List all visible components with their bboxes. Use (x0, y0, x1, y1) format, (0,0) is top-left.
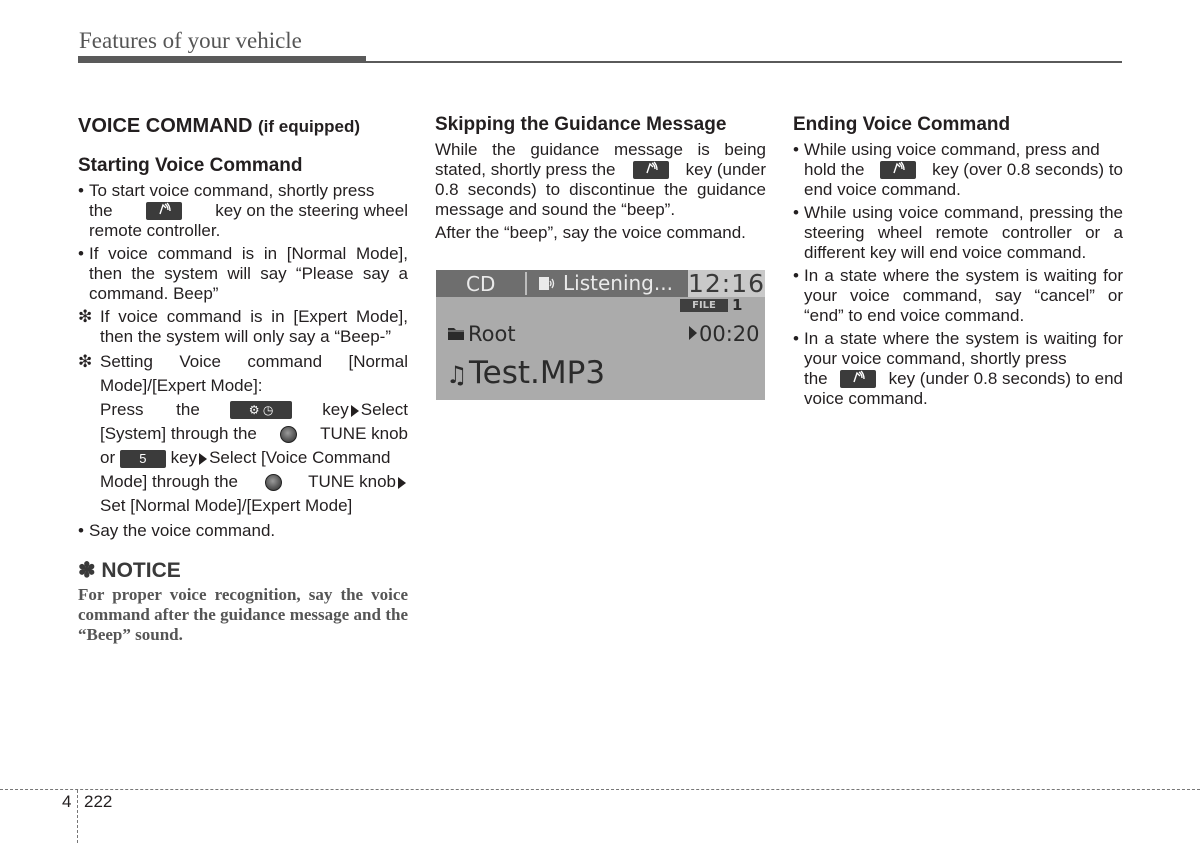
header-rule-thick (78, 56, 366, 63)
file-badge: FILE (680, 299, 728, 312)
screen-play-time: 00:20 (699, 322, 760, 346)
asterisk-expert-text: If voice command is in [Expert Mode], then the system will only say a “Beep-” (100, 307, 408, 346)
skipping-text-b-pre: stated, shortly press the (435, 160, 616, 179)
end-hold-text-c: end voice command. (804, 180, 961, 199)
tune-knob-icon (265, 474, 282, 491)
bullet-start-text-c: remote controller. (89, 221, 221, 240)
footer-dashed-line (0, 789, 1200, 790)
voice-key-icon (633, 161, 669, 179)
listening-icon (539, 275, 555, 292)
skipping-text-b-post: key (under (685, 160, 766, 179)
column-2 (435, 114, 766, 246)
skipping-text-c: 0.8 seconds) to discontinue the guidance message and sound the “beep”. (435, 180, 766, 219)
skipping-heading: Skipping the Guidance Message (435, 114, 727, 135)
setting-line7: Set [Normal Mode]/[Expert Mode] (100, 496, 353, 515)
screen-clock: 12:16 (688, 270, 765, 298)
end-short-post: key (under 0.8 seconds) to end (888, 369, 1123, 388)
end-hold-pre: hold the (804, 160, 865, 179)
bullet-say-text: Say the voice command. (89, 521, 276, 540)
setting-tune-2-wrap (308, 470, 408, 494)
page-section-number: 4 (62, 792, 72, 811)
bullet-end-cancel (793, 266, 1123, 326)
arrow-right-icon (199, 453, 207, 465)
voice-key-icon (146, 202, 182, 220)
end-cancel-text: In a state where the system is waiting for your voice command, say “cancel” or “end” to end voice command. (804, 266, 1123, 325)
setting-line6 (100, 470, 408, 494)
setting-line1: Setting Voice command [Normal (100, 352, 408, 371)
setting-tune: TUNE knob (320, 424, 408, 443)
footer-dashed-divider (77, 790, 78, 843)
bullet-marker: • (78, 244, 84, 263)
bullet-say (78, 521, 408, 541)
setting-system: [System] through the (100, 424, 257, 443)
setting-select-word: Select (360, 400, 408, 419)
setting-key-word-2: key (170, 448, 198, 467)
setting-key-word: key (322, 400, 349, 419)
starting-voice-heading: Starting Voice Command (78, 155, 303, 176)
arrow-right-icon (351, 405, 359, 417)
screen-song-title: Test.MP3 (469, 355, 606, 391)
voice-key-icon (880, 161, 916, 179)
setting-select-2: Select [Voice Command (209, 448, 391, 467)
bullet-marker: • (793, 266, 799, 285)
tune-knob-icon (280, 426, 297, 443)
bullet-start-the: the (89, 201, 113, 220)
setting-line2: Mode]/[Expert Mode]: (100, 376, 263, 395)
ending-heading: Ending Voice Command (793, 114, 1011, 135)
setting-mode-through: Mode] through the (100, 472, 238, 491)
bullet-normal-mode (78, 244, 408, 304)
setting-press: Press the (100, 400, 200, 419)
bullet-normal-text: If voice command is in [Normal Mode], then the system will say “Please say a command. Beep” (89, 244, 408, 303)
setting-line4 (100, 422, 408, 446)
setting-key-select (322, 398, 408, 422)
screen-divider (525, 272, 527, 295)
bullet-marker: • (78, 181, 84, 200)
bullet-start-key-text: key on the steering wheel (215, 201, 408, 220)
column-1 (78, 114, 408, 645)
bullet-start (78, 181, 408, 241)
notice-title: ✽ NOTICE (78, 559, 181, 582)
bullet-start-line2 (89, 201, 408, 221)
bullet-start-line1 (89, 181, 408, 201)
end-hold-line2 (804, 160, 1123, 180)
asterisk-icon: ❇ (78, 352, 93, 371)
key-5-icon: 5 (120, 450, 166, 468)
end-short-line (804, 369, 1123, 389)
setup-clock-key-icon: ⚙ ◷ (230, 401, 292, 419)
end-hold-text-a: While using voice command, press and (804, 140, 1100, 159)
audio-display-screen (436, 270, 765, 400)
skipping-paragraph (435, 140, 766, 220)
bullet-end-short (793, 329, 1123, 409)
asterisk-icon: ❇ (78, 307, 93, 326)
column-3 (793, 114, 1123, 412)
after-beep-paragraph: After the “beep”, say the voice command. (435, 223, 746, 242)
section-title-suffix: (if equipped) (258, 117, 360, 136)
music-note-icon: ♫ (446, 361, 468, 389)
skipping-line2 (435, 160, 766, 180)
bullet-marker: • (793, 329, 799, 348)
header-rule-thin (366, 61, 1122, 63)
screen-folder-name: Root (468, 322, 516, 346)
page-number: 222 (84, 792, 113, 811)
arrow-right-icon (398, 477, 406, 489)
header-title: Features of your vehicle (79, 28, 302, 53)
setting-line5 (100, 446, 408, 470)
screen-source: CD (466, 272, 496, 296)
bullet-marker: • (793, 203, 799, 222)
skipping-text-a: While the guidance message is being (435, 140, 766, 159)
asterisk-expert-mode (78, 307, 408, 347)
play-icon (689, 326, 697, 340)
bullet-end-press (793, 203, 1123, 263)
screen-status: Listening... (563, 271, 673, 295)
bullet-marker: • (793, 140, 799, 159)
asterisk-setting (78, 350, 408, 518)
folder-icon (447, 326, 465, 341)
bullet-end-hold (793, 140, 1123, 200)
end-short-text-a: In a state where the system is waiting for your voice command, shortly press (804, 329, 1123, 368)
end-short-pre: the (804, 369, 828, 388)
file-number: 1 (732, 296, 743, 314)
section-title (78, 114, 408, 139)
end-press-text: While using voice command, pressing the steering wheel remote controller or a different key will end voice command. (804, 203, 1123, 262)
section-title-text: VOICE COMMAND (78, 115, 253, 137)
bullet-start-text-a: To start voice command, shortly press (89, 181, 375, 200)
setting-tune-2: TUNE knob (308, 472, 396, 491)
bullet-marker: • (78, 521, 84, 540)
setting-line3 (100, 398, 408, 422)
voice-key-icon (840, 370, 876, 388)
notice-body: For proper voice recognition, say the voice command after the guidance message and the “Beep” sound. (78, 585, 408, 644)
end-short-text-c: voice command. (804, 389, 928, 408)
setting-or: or (100, 448, 116, 467)
end-hold-post: key (over 0.8 seconds) to (932, 160, 1123, 179)
